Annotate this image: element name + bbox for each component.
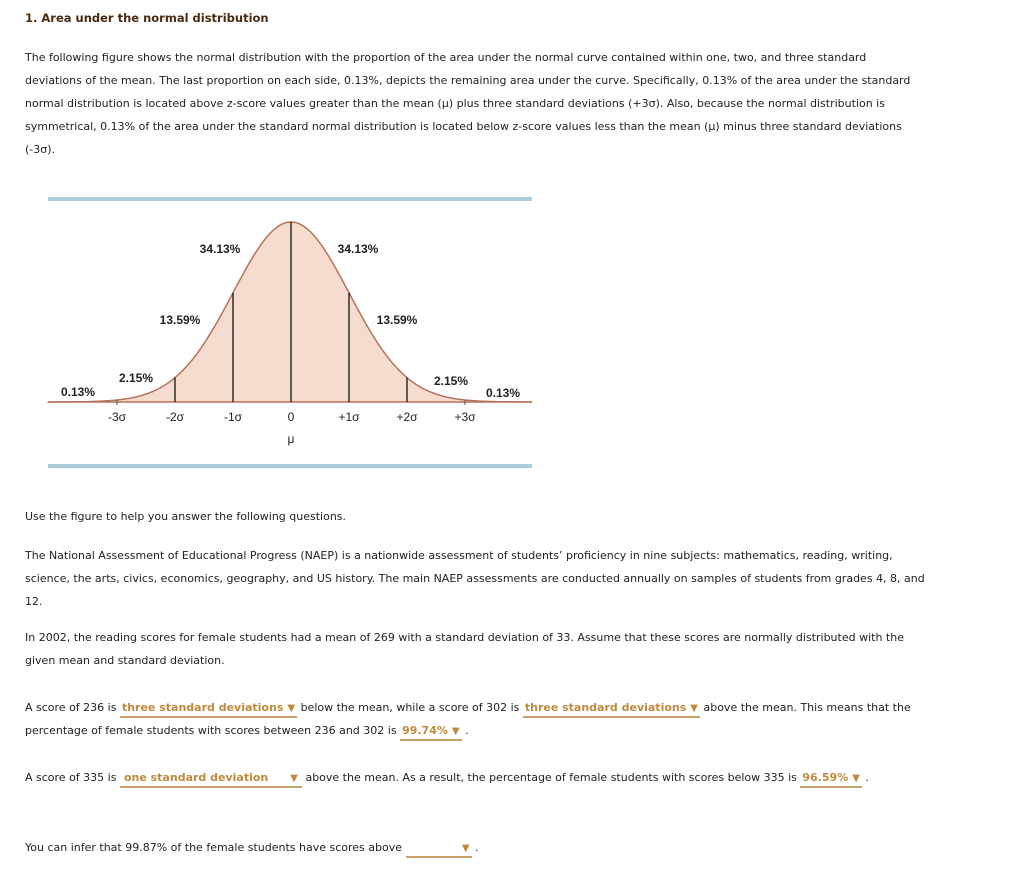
dropdown-arrow-icon: ▼	[451, 726, 460, 737]
reading-text: In 2002, the reading scores for female students had a mean of 269 with a standard deviation of 33. Assume that these scores are normally distributed with the given mean and standard deviation.	[25, 631, 904, 667]
area-label: 13.59%	[159, 313, 201, 327]
area-label: 2.15%	[118, 371, 154, 385]
q3-text-b: .	[471, 841, 479, 854]
dropdown-value: three standard deviations	[121, 701, 284, 714]
dropdown-value: 99.74%	[402, 724, 448, 737]
tick-label: +1σ	[338, 410, 360, 424]
dropdown-value: 96.59%	[802, 771, 849, 784]
q1-text-a: A score of 236 is	[25, 701, 120, 714]
tick-label: 0	[287, 410, 295, 424]
question-1	[25, 696, 925, 742]
tick-label: +2σ	[396, 410, 418, 424]
tick-label: -1σ	[223, 410, 243, 424]
top-rule	[48, 197, 532, 201]
area-label: 0.13%	[485, 386, 521, 400]
mu-label: μ	[287, 432, 295, 446]
area-label: 0.13%	[60, 385, 96, 399]
q1-text-d: .	[461, 724, 469, 737]
dropdown-arrow-icon: ▼	[290, 773, 298, 784]
dropdown-arrow-icon: ▼	[852, 773, 860, 784]
tick-label: +3σ	[454, 410, 476, 424]
dropdown-value: three standard deviations	[524, 701, 687, 714]
tick-label: -3σ	[107, 410, 127, 424]
dropdown-value: one standard deviation	[123, 771, 269, 784]
q2-text-c: .	[861, 771, 869, 784]
q2-text-a: A score of 335 is	[25, 771, 120, 784]
intro-text: The following figure shows the normal distribution with the proportion of the area under the normal curve contained within one, two, and three standard deviations of the mean. The last proportion on each side, 0.13%, depicts the remaining area under the curve. Specifically, 0.13% of the area under the standard normal distribution is located above z-score values greater than the mean (μ) plus three standard deviations (+3σ). Also, because the normal distribution is symmetrical, 0.13% of the area under the standard normal distribution is located below z-score values less than the mean (μ) minus three standard deviations (-3σ).	[25, 51, 911, 156]
dropdown-arrow-icon: ▼	[461, 843, 470, 854]
bottom-rule	[48, 464, 532, 468]
q1-dropdown-236[interactable]	[120, 700, 297, 718]
naep-text: The National Assessment of Educational Progress (NAEP) is a nationwide assessment of students’ proficiency in nine subjects: mathematics, reading, writing, science, the arts, civics, economics, geography, and US history. The main NAEP assessments are conducted annually on samples of students from grades 4, 8, and 12.	[25, 549, 925, 608]
q3-dropdown-score[interactable]	[406, 840, 472, 858]
area-label: 34.13%	[337, 242, 379, 256]
q2-dropdown-335[interactable]	[120, 770, 302, 788]
question-title: 1. Area under the normal distribution	[25, 11, 269, 25]
tick-label: -2σ	[165, 410, 185, 424]
q3-text-a: You can infer that 99.87% of the female students have scores above	[25, 841, 406, 854]
q1-dropdown-percentage[interactable]	[400, 723, 462, 741]
q1-text-b: below the mean, while a score of 302 is	[297, 701, 523, 714]
area-label: 2.15%	[433, 374, 469, 388]
q2-text-b: above the mean. As a result, the percentage of female students with scores below 335 is	[301, 771, 801, 784]
question-2	[25, 766, 925, 789]
q1-text-c: above the mean. This means that the percentage of female students with scores between 236 and 302 is	[25, 701, 911, 737]
q2-dropdown-percentage[interactable]	[800, 770, 862, 788]
area-label: 34.13%	[199, 242, 241, 256]
use-figure-text: Use the figure to help you answer the following questions.	[25, 510, 347, 523]
dropdown-arrow-icon: ▼	[287, 703, 296, 714]
area-label: 13.59%	[376, 313, 418, 327]
dropdown-arrow-icon: ▼	[690, 703, 698, 714]
q1-dropdown-302[interactable]	[523, 700, 700, 718]
question-3	[25, 836, 925, 859]
